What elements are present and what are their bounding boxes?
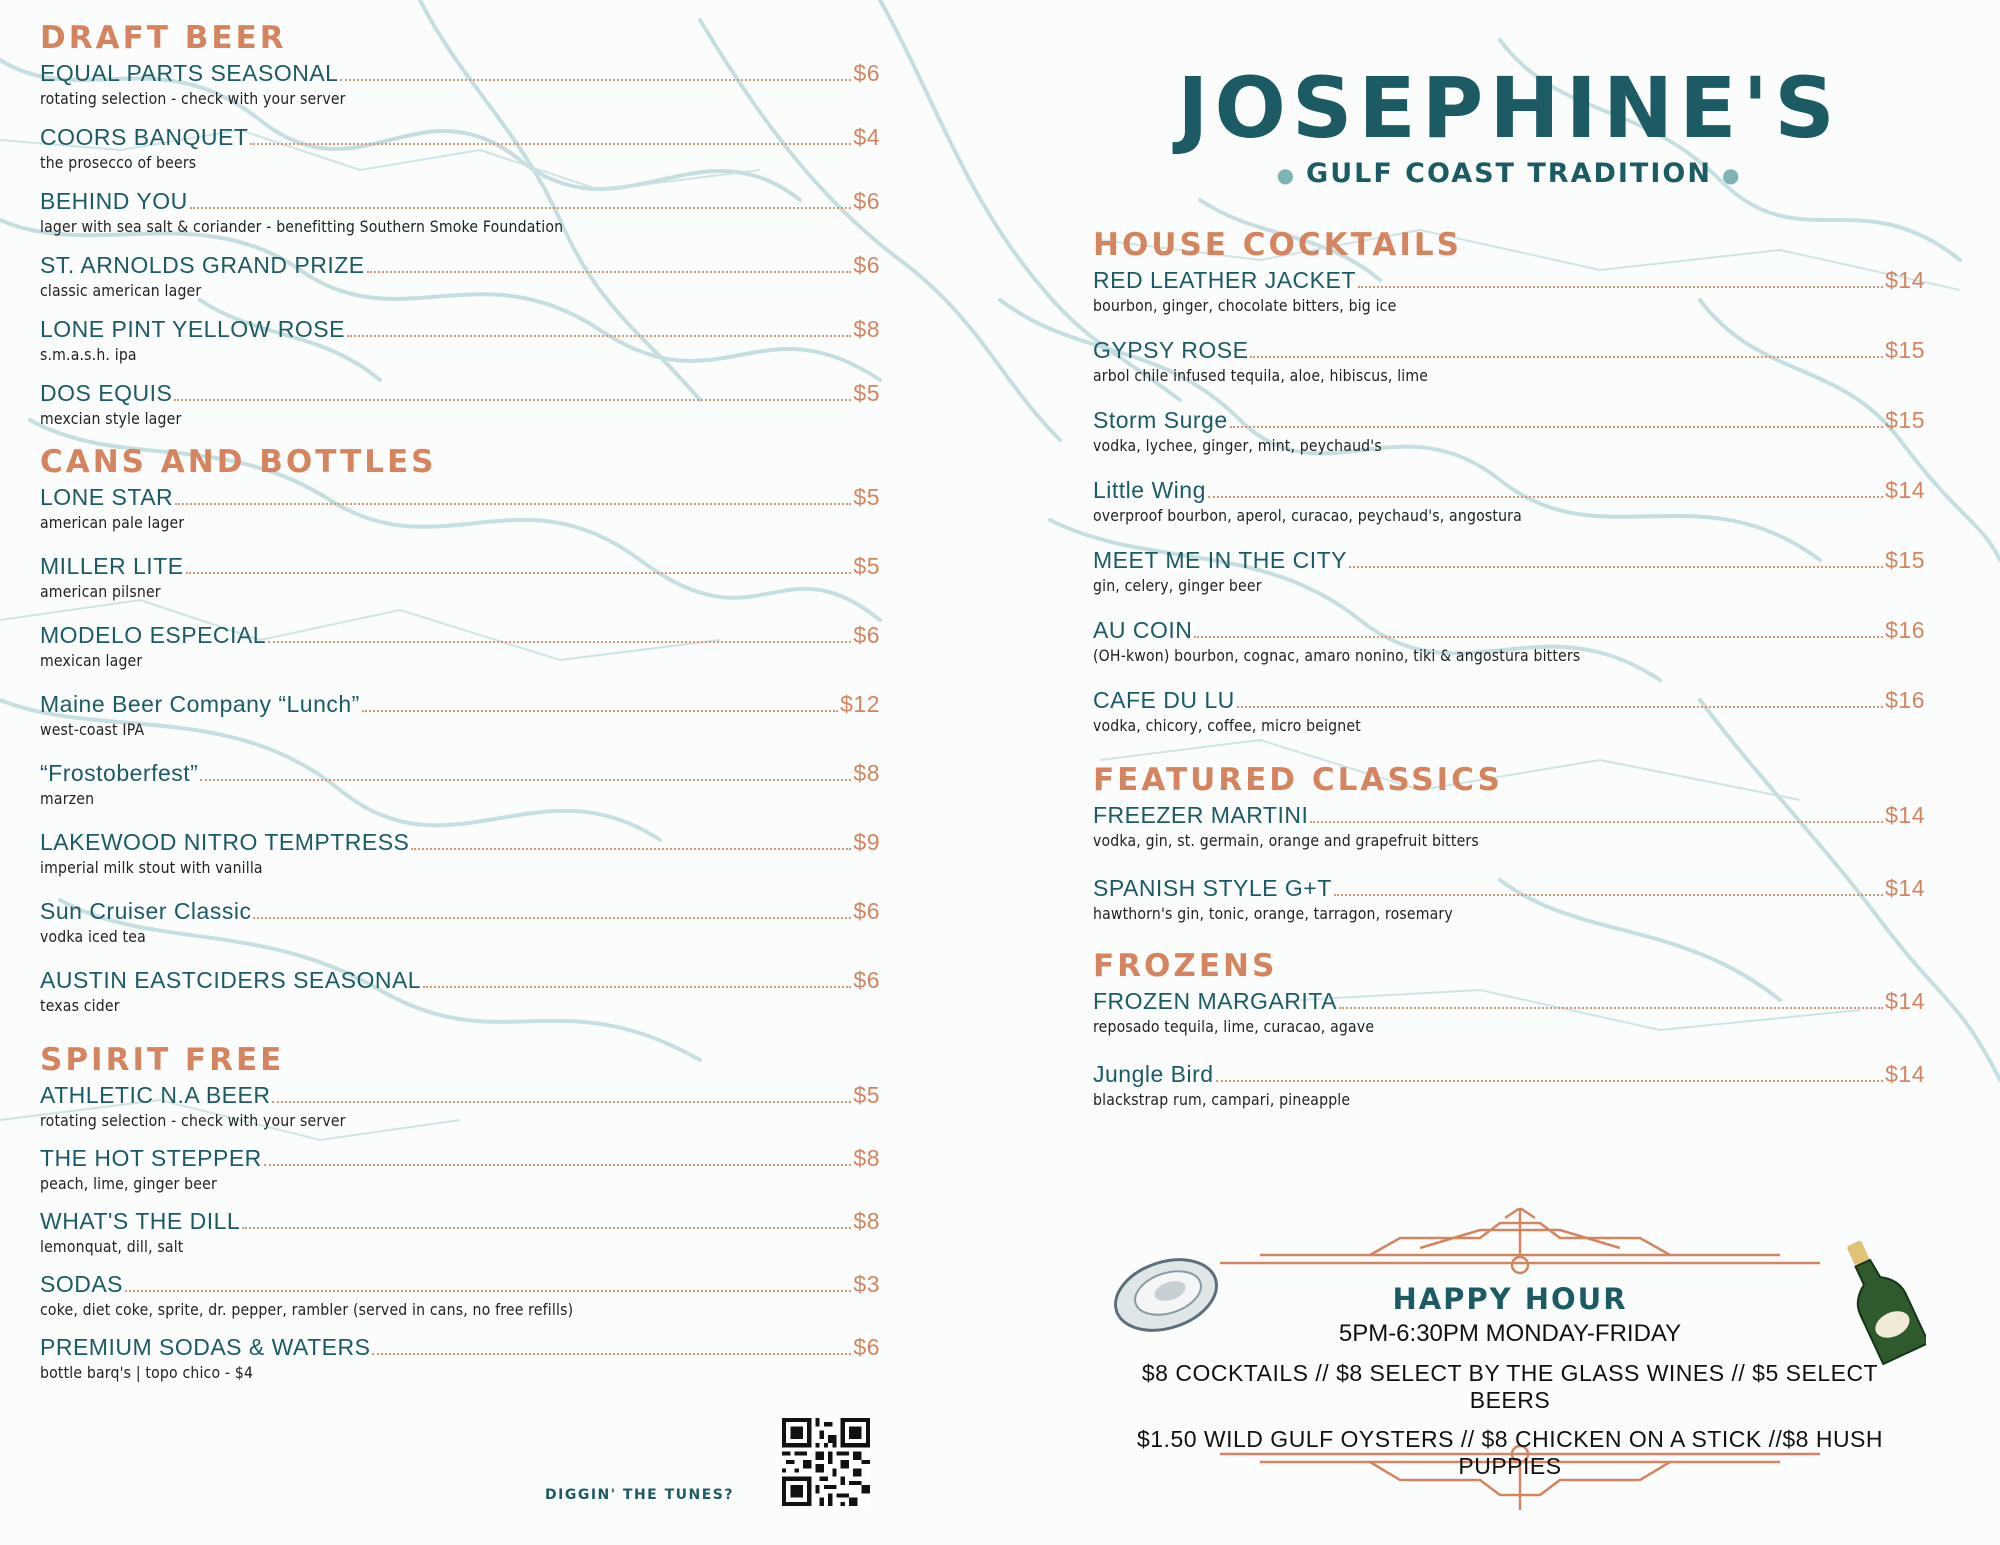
menu-item-row bbox=[40, 314, 880, 344]
menu-item-description: vodka, lychee, ginger, mint, peychaud's bbox=[1093, 436, 1382, 455]
menu-item-name: LONE PINT YELLOW ROSE bbox=[40, 316, 345, 342]
dot-leader bbox=[264, 1164, 852, 1166]
dot-leader bbox=[1237, 706, 1883, 708]
brand-title: JOSEPHINE'S bbox=[1177, 59, 1841, 157]
dot-leader bbox=[175, 503, 851, 505]
dot-leader bbox=[268, 641, 851, 643]
dot-leader bbox=[1250, 356, 1883, 358]
menu-item-row bbox=[40, 1143, 880, 1173]
menu-item-row bbox=[40, 250, 880, 280]
menu-item-name: BEHIND YOU bbox=[40, 188, 188, 214]
menu-item-price: $15 bbox=[1885, 337, 1925, 363]
menu-item-price: $6 bbox=[853, 252, 880, 278]
happy-hour-times: 5PM-6:30PM MONDAY-FRIDAY bbox=[1338, 1320, 1682, 1347]
dot-leader bbox=[242, 1227, 851, 1229]
menu-item-description: hawthorn's gin, tonic, orange, tarragon, rosemary bbox=[1093, 904, 1453, 923]
menu-item bbox=[40, 758, 880, 809]
menu-item bbox=[40, 1332, 880, 1383]
menu-item bbox=[1093, 475, 1925, 526]
menu-item-row bbox=[40, 122, 880, 152]
dot-leader bbox=[372, 1353, 851, 1355]
dot-leader bbox=[1194, 636, 1883, 638]
menu-item-price: $6 bbox=[853, 898, 880, 924]
menu-item bbox=[40, 186, 880, 237]
menu-item-price: $6 bbox=[853, 60, 880, 86]
menu-item-price: $14 bbox=[1885, 802, 1925, 828]
dot-leader bbox=[1358, 286, 1883, 288]
menu-item bbox=[1093, 986, 1925, 1037]
qr-code-icon[interactable] bbox=[782, 1418, 870, 1506]
menu-item-row bbox=[40, 378, 880, 408]
menu-item-name: FROZEN MARGARITA bbox=[1093, 988, 1337, 1014]
menu-item-description: bourbon, ginger, chocolate bitters, big ice bbox=[1093, 296, 1397, 315]
menu-item-price: $8 bbox=[853, 760, 880, 786]
menu-item-price: $12 bbox=[840, 691, 880, 717]
dot-leader bbox=[174, 399, 851, 401]
menu-item-price: $9 bbox=[853, 829, 880, 855]
menu-item bbox=[40, 378, 880, 429]
menu-item-name: Sun Cruiser Classic bbox=[40, 898, 252, 924]
menu-item-description: rotating selection - check with your server bbox=[40, 89, 346, 108]
dot-leader bbox=[1216, 1080, 1884, 1082]
menu-item-price: $6 bbox=[853, 188, 880, 214]
menu-item bbox=[40, 58, 880, 109]
menu-item-price: $3 bbox=[853, 1271, 880, 1297]
menu-item-description: bottle barq's | topo chico - $4 bbox=[40, 1363, 254, 1382]
menu-item-row bbox=[40, 58, 880, 88]
menu-item-name: ATHLETIC N.A BEER bbox=[40, 1082, 271, 1108]
menu-item-row bbox=[40, 1080, 880, 1110]
menu-item bbox=[1093, 800, 1925, 851]
menu-item-price: $8 bbox=[853, 1208, 880, 1234]
dot-leader bbox=[250, 143, 851, 145]
menu-item-row bbox=[40, 551, 880, 581]
menu-item-description: mexican lager bbox=[40, 651, 143, 670]
menu-item-row bbox=[1093, 405, 1925, 435]
menu-item-row bbox=[1093, 986, 1925, 1016]
menu-item bbox=[40, 1269, 880, 1320]
menu-item-description: lager with sea salt & coriander - benefitting Southern Smoke Foundation bbox=[40, 217, 564, 236]
featured-classics-section bbox=[1093, 760, 1925, 924]
menu-item-name: Jungle Bird bbox=[1093, 1061, 1214, 1087]
menu-item-row bbox=[40, 689, 880, 719]
menu-item bbox=[40, 250, 880, 301]
happy-hour-deals-2: $1.50 WILD GULF OYSTERS // $8 CHICKEN ON A STICK //$8 HUSH PUPPIES bbox=[1136, 1426, 1884, 1479]
dot-leader bbox=[362, 710, 838, 712]
menu-item-price: $16 bbox=[1885, 617, 1925, 643]
dot-leader bbox=[340, 79, 851, 81]
house-cocktails-section bbox=[1093, 225, 1925, 736]
dot-leader bbox=[125, 1290, 851, 1292]
menu-item-description: gin, celery, ginger beer bbox=[1093, 576, 1262, 595]
cans-bottles-section bbox=[40, 442, 880, 1016]
menu-item bbox=[1093, 1059, 1925, 1110]
menu-item bbox=[40, 1143, 880, 1194]
section-heading: DRAFT BEER bbox=[40, 20, 287, 56]
dot-leader bbox=[186, 572, 852, 574]
menu-item-name: Maine Beer Company “Lunch” bbox=[40, 691, 360, 717]
menu-item-name: SODAS bbox=[40, 1271, 124, 1297]
section-heading: HOUSE COCKTAILS bbox=[1093, 227, 1462, 263]
menu-item-name: “Frostoberfest” bbox=[40, 760, 199, 786]
menu-item bbox=[40, 827, 880, 878]
menu-item-name: MEET ME IN THE CITY bbox=[1093, 547, 1348, 573]
happy-hour-title: HAPPY HOUR bbox=[1392, 1282, 1628, 1316]
menu-item bbox=[1093, 335, 1925, 386]
menu-item-description: coke, diet coke, sprite, dr. pepper, rambler (served in cans, no free refills) bbox=[40, 1300, 574, 1319]
dot-leader bbox=[1339, 1007, 1883, 1009]
menu-item-description: the prosecco of beers bbox=[40, 153, 197, 172]
menu-item bbox=[40, 551, 880, 602]
menu-item-price: $14 bbox=[1885, 875, 1925, 901]
dot-leader bbox=[1310, 821, 1883, 823]
menu-item-price: $5 bbox=[853, 553, 880, 579]
left-column bbox=[40, 18, 880, 1395]
menu-item-row bbox=[40, 965, 880, 995]
menu-item-price: $15 bbox=[1885, 407, 1925, 433]
section-heading: CANS AND BOTTLES bbox=[40, 444, 437, 480]
dot-leader bbox=[272, 1101, 851, 1103]
dot-leader bbox=[1334, 894, 1883, 896]
menu-item-name: WHAT'S THE DILL bbox=[40, 1208, 241, 1234]
menu-item-row bbox=[1093, 265, 1925, 295]
happy-hour-panel bbox=[1100, 1282, 1920, 1480]
dot-leader bbox=[347, 335, 851, 337]
frozens-section bbox=[1093, 946, 1925, 1110]
menu-item-description: peach, lime, ginger beer bbox=[40, 1174, 217, 1193]
menu-item-description: s.m.a.s.h. ipa bbox=[40, 345, 137, 364]
menu-item-name: Storm Surge bbox=[1093, 407, 1228, 433]
spirit-free-section bbox=[40, 1040, 880, 1383]
menu-item-description: classic american lager bbox=[40, 281, 202, 300]
menu-item-name: Little Wing bbox=[1093, 477, 1206, 503]
menu-item-row bbox=[40, 1269, 880, 1299]
menu-item-row bbox=[40, 186, 880, 216]
draft-beer-section bbox=[40, 18, 880, 429]
menu-item-description: rotating selection - check with your server bbox=[40, 1111, 346, 1130]
menu-item-name: PREMIUM SODAS & WATERS bbox=[40, 1334, 371, 1360]
menu-item-price: $16 bbox=[1885, 687, 1925, 713]
menu-item-row bbox=[1093, 615, 1925, 645]
menu-item-row bbox=[40, 1332, 880, 1362]
menu-item-description: lemonquat, dill, salt bbox=[40, 1237, 184, 1256]
menu-item-price: $8 bbox=[853, 316, 880, 342]
menu-item-name: SPANISH STYLE G+T bbox=[1093, 875, 1332, 901]
menu-item-description: american pale lager bbox=[40, 513, 185, 532]
menu-item bbox=[1093, 615, 1925, 666]
dot-leader bbox=[1230, 426, 1884, 428]
menu-item-price: $14 bbox=[1885, 477, 1925, 503]
brand-tagline bbox=[1093, 158, 1925, 189]
menu-item-name: LONE STAR bbox=[40, 484, 174, 510]
menu-item-description: mexcian style lager bbox=[40, 409, 182, 428]
menu-item-description: imperial milk stout with vanilla bbox=[40, 858, 263, 877]
menu-item-row bbox=[40, 896, 880, 926]
menu-item-row bbox=[1093, 475, 1925, 505]
dot-leader bbox=[200, 779, 851, 781]
section-heading: FEATURED CLASSICS bbox=[1093, 762, 1503, 798]
menu-item-description: vodka, chicory, coffee, micro beignet bbox=[1093, 716, 1361, 735]
menu-item bbox=[1093, 405, 1925, 456]
menu-item bbox=[40, 689, 880, 740]
dot-leader bbox=[411, 848, 851, 850]
menu-item bbox=[40, 1080, 880, 1131]
menu-item-description: texas cider bbox=[40, 996, 120, 1015]
menu-item-price: $4 bbox=[853, 124, 880, 150]
menu-item-price: $14 bbox=[1885, 988, 1925, 1014]
qr-label: DIGGIN' THE TUNES? bbox=[545, 1487, 735, 1503]
menu-item-price: $15 bbox=[1885, 547, 1925, 573]
menu-item bbox=[1093, 873, 1925, 924]
menu-item bbox=[40, 122, 880, 173]
menu-item-name: AUSTIN EASTCIDERS SEASONAL bbox=[40, 967, 422, 993]
dot-leader bbox=[253, 917, 851, 919]
menu-item-price: $6 bbox=[853, 622, 880, 648]
menu-item bbox=[40, 965, 880, 1016]
art-deco-ornament-icon bbox=[1220, 1208, 1820, 1278]
section-heading: SPIRIT FREE bbox=[40, 1042, 285, 1078]
menu-item-name: MODELO ESPECIAL bbox=[40, 622, 267, 648]
menu-item-name: DOS EQUIS bbox=[40, 380, 173, 406]
menu-item-name: ST. ARNOLDS GRAND PRIZE bbox=[40, 252, 365, 278]
menu-item-price: $5 bbox=[853, 484, 880, 510]
menu-item-row bbox=[40, 827, 880, 857]
menu-item bbox=[40, 314, 880, 365]
dot-leader bbox=[423, 986, 851, 988]
menu-item-name: FREEZER MARTINI bbox=[1093, 802, 1309, 828]
menu-item-price: $14 bbox=[1885, 267, 1925, 293]
menu-item-row bbox=[1093, 685, 1925, 715]
menu-item-name: COORS BANQUET bbox=[40, 124, 249, 150]
menu-item-name: CAFE DU LU bbox=[1093, 687, 1235, 713]
dot-leader bbox=[1349, 566, 1883, 568]
menu-item-description: blackstrap rum, campari, pineapple bbox=[1093, 1090, 1351, 1109]
menu-item-row bbox=[40, 482, 880, 512]
menu-item-row bbox=[1093, 800, 1925, 830]
happy-hour-deals-1: $8 COCKTAILS // $8 SELECT BY THE GLASS WINES // $5 SELECT BEERS bbox=[1141, 1360, 1879, 1413]
menu-item-name: AU COIN bbox=[1093, 617, 1193, 643]
menu-item-row bbox=[1093, 335, 1925, 365]
right-column bbox=[1093, 225, 1925, 1132]
menu-item-price: $14 bbox=[1885, 1061, 1925, 1087]
menu-item-price: $6 bbox=[853, 967, 880, 993]
menu-item bbox=[40, 896, 880, 947]
menu-item-description: (OH-kwon) bourbon, cognac, amaro nonino, tiki & angostura bitters bbox=[1093, 646, 1581, 665]
menu-item-name: MILLER LITE bbox=[40, 553, 184, 579]
menu-item-description: american pilsner bbox=[40, 582, 161, 601]
menu-item-row bbox=[40, 758, 880, 788]
menu-item-description: marzen bbox=[40, 789, 95, 808]
menu-item bbox=[40, 482, 880, 533]
menu-item-name: GYPSY ROSE bbox=[1093, 337, 1249, 363]
menu-item-description: reposado tequila, lime, curacao, agave bbox=[1093, 1017, 1375, 1036]
menu-item-name: LAKEWOOD NITRO TEMPTRESS bbox=[40, 829, 410, 855]
menu-item-price: $5 bbox=[853, 380, 880, 406]
menu-item-description: vodka iced tea bbox=[40, 927, 146, 946]
menu-item-price: $8 bbox=[853, 1145, 880, 1171]
menu-item-row bbox=[1093, 1059, 1925, 1089]
menu-item-row bbox=[40, 620, 880, 650]
dot-leader bbox=[190, 207, 852, 209]
dot-leader bbox=[367, 271, 852, 273]
menu-item bbox=[1093, 265, 1925, 316]
menu-item-name: EQUAL PARTS SEASONAL bbox=[40, 60, 339, 86]
menu-item-price: $6 bbox=[853, 1334, 880, 1360]
menu-item-description: west-coast IPA bbox=[40, 720, 145, 739]
tagline-text: GULF COAST TRADITION bbox=[1306, 158, 1712, 189]
menu-item-row bbox=[40, 1206, 880, 1236]
menu-item-price: $5 bbox=[853, 1082, 880, 1108]
dot-leader bbox=[1208, 496, 1883, 498]
menu-item-name: RED LEATHER JACKET bbox=[1093, 267, 1356, 293]
menu-item-row bbox=[1093, 545, 1925, 575]
menu-item bbox=[40, 1206, 880, 1257]
menu-item bbox=[1093, 545, 1925, 596]
bullet-icon: ● bbox=[1276, 162, 1297, 187]
menu-item bbox=[1093, 685, 1925, 736]
menu-item-name: THE HOT STEPPER bbox=[40, 1145, 262, 1171]
menu-item-description: vodka, gin, st. germain, orange and grapefruit bitters bbox=[1093, 831, 1479, 850]
menu-item-description: arbol chile infused tequila, aloe, hibiscus, lime bbox=[1093, 366, 1429, 385]
menu-item bbox=[40, 620, 880, 671]
bullet-icon: ● bbox=[1721, 162, 1742, 187]
menu-item-description: overproof bourbon, aperol, curacao, peychaud's, angostura bbox=[1093, 506, 1522, 525]
section-heading: FROZENS bbox=[1093, 948, 1278, 984]
menu-item-row bbox=[1093, 873, 1925, 903]
